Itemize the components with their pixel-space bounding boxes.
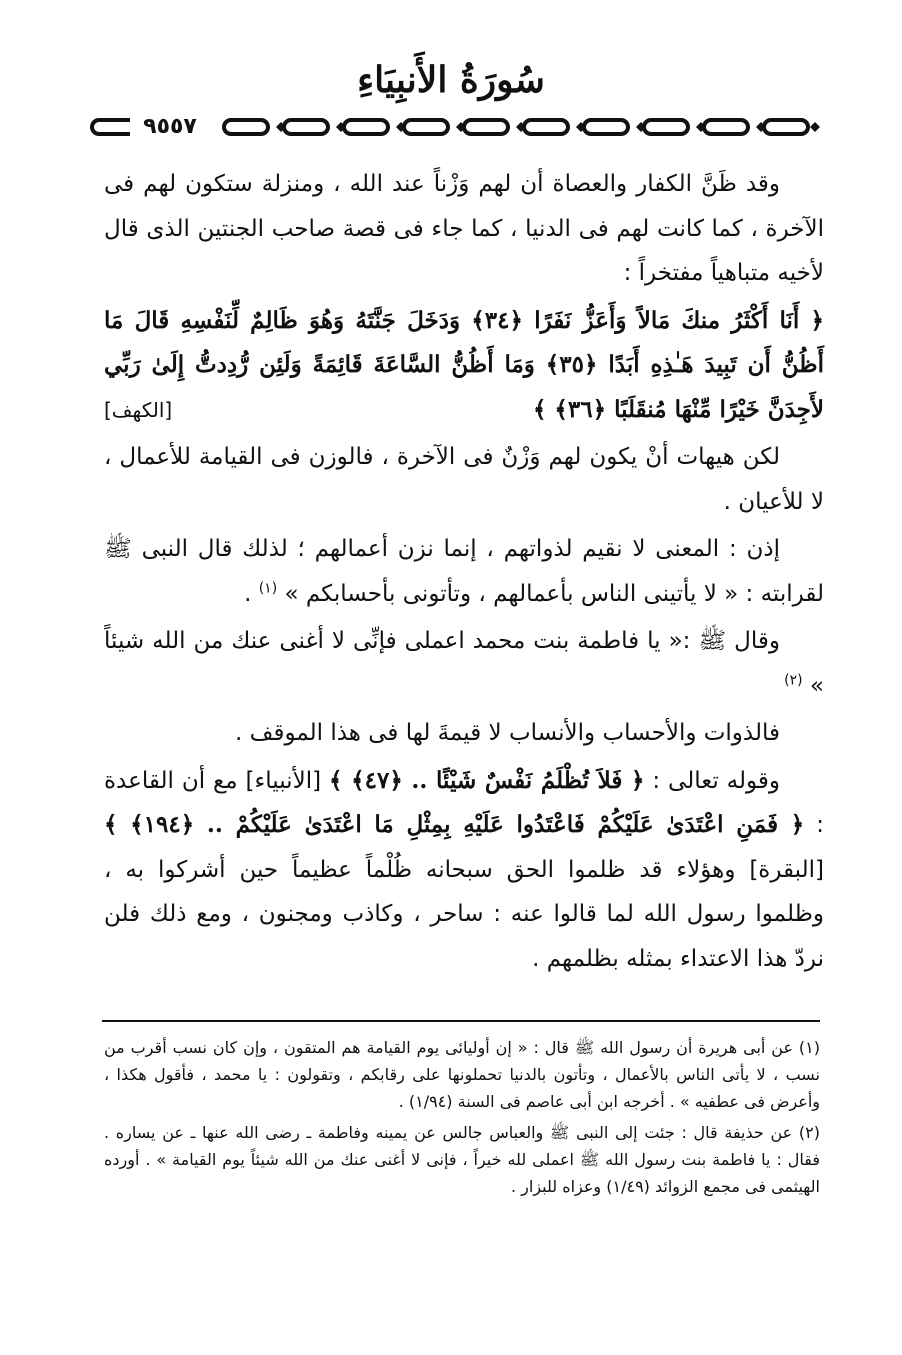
footnote-marker-1: (١) (258, 579, 278, 596)
footnote-1: (١) عن أبى هريرة أن رسول الله ﷺ قال : « إن أوليائى يوم القيامة هم المتقون ، وإن كان نسب أقرب من نسب ، لا يأتى الناس بالأعمال ، وتأتون بالدنيا تحملونها على رقابكم ، وتقولون : يا محمد ، فأقول هكذا ، وأعرض فى عطفيه » . أخرجه ابن أبى عاصم فى السنة (١/٩٤) . (104, 1038, 820, 1111)
footnote-marker-2: (٢) (784, 671, 803, 688)
paragraph-6 (104, 759, 824, 982)
paragraph-6-middle: [الأنبياء] مع أن القاعدة : (104, 767, 824, 838)
paragraph-1: وقد ظَنَّ الكفار والعصاة أن لهم وَزْناً عند الله ، ومنزلة ستكون لهم فى الآخرة ، كما كانت لهم فى الدنيا ، كما جاء فى قصة صاحب الجنتين الذى قال لأخيه متباهياً مفتخراً : (104, 171, 824, 286)
surah-title: سُورَةُ الأَنبِيَاءِ (357, 59, 545, 101)
paragraph-3-text: إذن : المعنى لا نقيم لذواتهم ، إنما نزن أعمالهم ؛ لذلك قال النبى ﷺ لقرابته : « لا يأتينى الناس بأعمالهم ، وتأتونى بأحسابكم » (104, 536, 824, 607)
paragraph-3 (104, 527, 824, 616)
paragraph-4-text: وقال ﷺ :« يا فاطمة بنت محمد اعملى فإنِّى لا أغنى عنك من الله شيئاً » (104, 628, 824, 699)
footnote-divider (102, 1020, 820, 1022)
paragraph-6-intro: وقوله تعالى : (644, 767, 780, 794)
main-text (104, 162, 824, 984)
paragraph-5: فالذوات والأحساب والأنساب لا قيمةَ لها فى هذا الموقف . (235, 720, 780, 746)
footnotes (104, 1034, 820, 1204)
paragraph-6-end: [البقرة] وهؤلاء قد ظلموا الحق سبحانه ظُلْماً عظيماً حين أشركوا به ، وظلموا رسول الله لما قالوا عنه : ساحر ، وكاذب ومجنون ، ومع ذلك فلن نردّ هذا الاعتداء بمثله بظلمهم . (104, 856, 824, 972)
page-number: ٩٥٥٧ (130, 112, 210, 142)
surah-reference: [الكهف] (104, 398, 173, 422)
quran-verse-baqara: ﴿ فَمَنِ اعْتَدَىٰ عَلَيْكُمْ فَاعْتَدُوا عَلَيْهِ بِمِثْلِ مَا اعْتَدَىٰ عَلَيْكُمْ .. ﴿١٩٤﴾ ﴾ (104, 811, 805, 838)
footnote-2: (٢) عن حذيفة قال : جئت إلى النبى ﷺ والعباس جالس عن يمينه وفاطمة ـ رضى الله عنها ـ عن يساره . فقال : يا فاطمة بنت رسول الله ﷺ اعملى لله خيراً ، فإنى لا أغنى عنك من الله شيئاً يوم القيامة » . أورده الهيثمى فى مجمع الزوائد (١/٤٩) وعزاه للبزار . (104, 1123, 820, 1196)
quran-quote-kahf (104, 299, 824, 433)
quran-verse-anbiya: ﴿ فَلاَ تُظْلَمُ نَفْسٌ شَيْئًا .. ﴿٤٧﴾ ﴾ (329, 766, 645, 794)
quran-verse: ﴿ أَنَا أَكْثَرُ منكَ مَالاً وَأَعَزُّ نَفَرًا ﴿٣٤﴾ وَدَخَلَ جَنَّتَهُ وَهُوَ ظَالِمٌ لِّنَفْسِهِ قَالَ مَا أَظُنُّ أَن تَبِيدَ هَـٰذِهِ أَبَدًا ﴿٣٥﴾ وَمَا أَظُنُّ السَّاعَةَ قَائِمَةً وَلَئِن رُّدِدتُّ إِلَىٰ رَبِّي لأَجِدَنَّ خَيْرًا مِّنْهَا مُنقَلَبًا ﴿٣٦﴾ ﴾ (104, 306, 824, 423)
paragraph-4 (104, 619, 824, 708)
paragraph-2: لكن هيهات أنْ يكون لهم وَزْنٌ فى الآخرة ، فالوزن فى القيامة للأعمال ، لا للأعيان . (104, 444, 824, 515)
period: . (244, 580, 252, 607)
